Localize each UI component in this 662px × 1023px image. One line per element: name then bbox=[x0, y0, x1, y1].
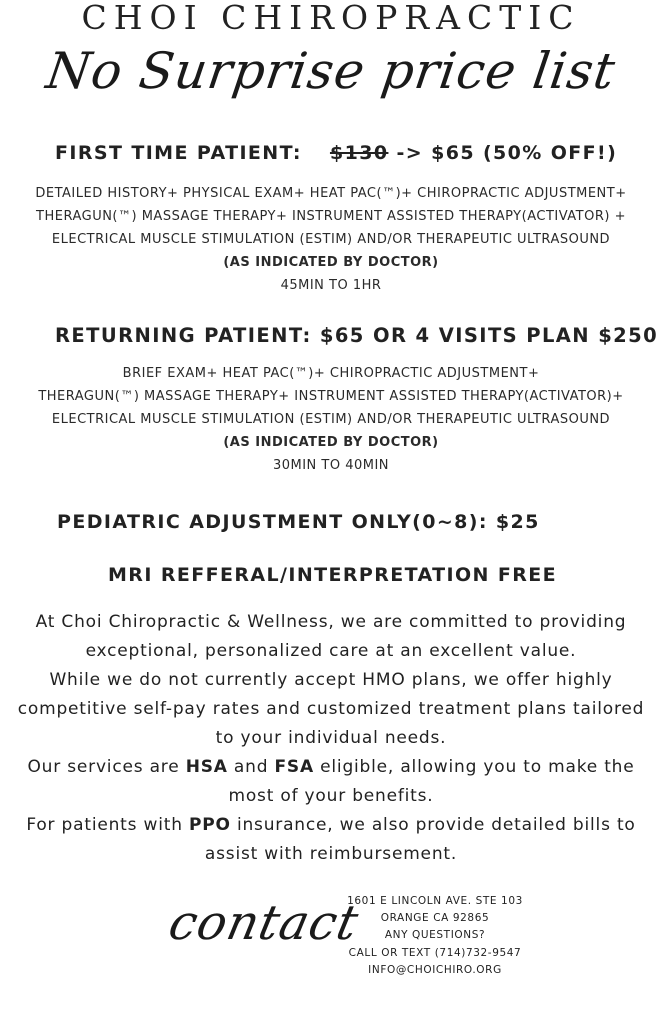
contact-phone: CALL OR TEXT (714)732-9547 bbox=[348, 946, 522, 959]
about-line-6 bbox=[0, 753, 662, 782]
contact-script: contact bbox=[164, 895, 364, 951]
about-line-1: At Choi Chiropractic & Wellness, we are committed to providing bbox=[35, 612, 627, 632]
new-price: -> $65 (50% OFF!) bbox=[396, 142, 618, 164]
contact-address-2: ORANGE CA 92865 bbox=[380, 912, 490, 925]
contact-questions: ANY QUESTIONS? bbox=[384, 929, 486, 942]
returning-note: (AS INDICATED BY DOCTOR) bbox=[223, 435, 439, 450]
returning-line-1: BRIEF EXAM+ HEAT PAC(™)+ CHIROPRACTIC ADJUSTMENT+ bbox=[122, 366, 540, 381]
fsa-text: FSA bbox=[274, 757, 314, 777]
first-time-note: (AS INDICATED BY DOCTOR) bbox=[223, 255, 439, 270]
about-line-6-end: eligible, allowing you to make the bbox=[313, 757, 635, 777]
contact-details bbox=[345, 893, 525, 979]
about-line-4: competitive self-pay rates and customized treatment plans tailored bbox=[17, 699, 645, 719]
first-time-line-2: THERAGUN(™) MASSAGE THERAPY+ INSTRUMENT ASSISTED THERAPY(ACTIVATOR) + bbox=[36, 209, 626, 224]
about-line-2: exceptional, personalized care at an excellent value. bbox=[85, 641, 577, 661]
about-line-8-start: For patients with bbox=[26, 815, 189, 835]
returning-duration: 30MIN TO 40MIN bbox=[272, 458, 390, 473]
about-paragraph bbox=[0, 608, 662, 869]
contact-email: INFO@CHOICHIRO.ORG bbox=[368, 963, 502, 976]
about-line-5: to your individual needs. bbox=[215, 728, 447, 748]
contact-address-1: 1601 E LINCOLN AVE. STE 103 bbox=[347, 895, 523, 907]
old-price: $130 bbox=[329, 142, 389, 164]
first-time-heading bbox=[55, 142, 617, 164]
pediatric-heading: PEDIATRIC ADJUSTMENT ONLY(0~8): $25 bbox=[57, 511, 540, 533]
about-line-7: most of your benefits. bbox=[228, 786, 434, 806]
first-time-label: FIRST TIME PATIENT: bbox=[55, 142, 302, 164]
first-time-line-3: ELECTRICAL MUSCLE STIMULATION (ESTIM) AND/OR THERAPEUTIC ULTRASOUND bbox=[51, 232, 611, 247]
about-line-6-and: and bbox=[227, 757, 275, 777]
price-list-script-title: No Surprise price list bbox=[42, 42, 620, 100]
first-time-line-1: DETAILED HISTORY+ PHYSICAL EXAM+ HEAT PAC(™)+ CHIROPRACTIC ADJUSTMENT+ bbox=[35, 186, 627, 201]
about-line-8-end: insurance, we also provide detailed bills to bbox=[230, 815, 636, 835]
returning-line-3: ELECTRICAL MUSCLE STIMULATION (ESTIM) AND/OR THERAPEUTIC ULTRASOUND bbox=[51, 412, 611, 427]
first-time-duration: 45MIN TO 1HR bbox=[280, 278, 382, 293]
first-time-details bbox=[0, 182, 662, 297]
returning-heading: RETURNING PATIENT: $65 OR 4 VISITS PLAN $250 bbox=[55, 324, 659, 347]
ppo-text: PPO bbox=[188, 815, 231, 835]
about-line-6-start: Our services are bbox=[27, 757, 186, 777]
hsa-text: HSA bbox=[185, 757, 228, 777]
returning-details bbox=[0, 362, 662, 477]
about-line-8 bbox=[0, 811, 662, 840]
returning-line-2: THERAGUN(™) MASSAGE THERAPY+ INSTRUMENT ASSISTED THERAPY(ACTIVATOR)+ bbox=[38, 389, 624, 404]
about-line-9: assist with reimbursement. bbox=[204, 844, 458, 864]
brand-title: CHOI CHIROPRACTIC bbox=[81, 0, 581, 37]
mri-heading: MRI REFFERAL/INTERPRETATION FREE bbox=[108, 564, 558, 586]
about-line-3: While we do not currently accept HMO plans, we offer highly bbox=[49, 670, 613, 690]
